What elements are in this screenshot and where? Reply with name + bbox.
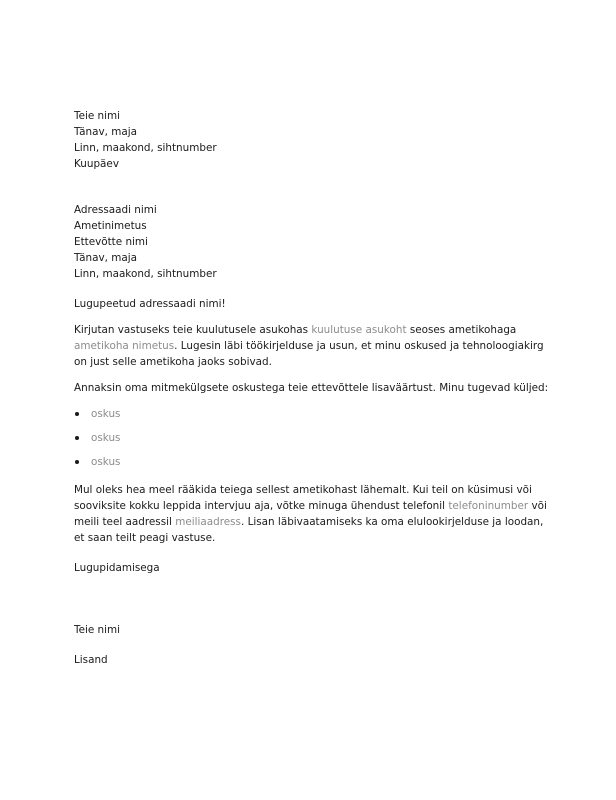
- skill-item: [74, 454, 552, 478]
- bullet-icon: [75, 412, 79, 416]
- paragraph-1-text-a: Kirjutan vastuseks teie kuulutusele asukohas: [74, 324, 312, 336]
- enclosure: Lisand: [74, 654, 108, 666]
- skill-text: oskus: [91, 408, 121, 420]
- paragraph-2: Annaksin oma mitmekülgsete oskustega teie ettevõttele lisaväärtust. Minu tugevad küljed:: [74, 382, 549, 394]
- skill-text: oskus: [91, 432, 121, 444]
- closing: Lugupidamisega: [74, 562, 160, 574]
- recipient-street: Tänav, maja: [74, 252, 137, 264]
- skill-item: [74, 406, 552, 430]
- signature-name: Teie nimi: [74, 624, 121, 636]
- sender-street: Tänav, maja: [74, 126, 137, 138]
- paragraph-1: [74, 322, 552, 370]
- paragraph-3-text-c: . Lisan läbivaatamiseks ka oma elulookirjelduse ja loodan, et saan teilt peagi vastuse.: [74, 516, 544, 544]
- sender-city: Linn, maakond, sihtnumber: [74, 142, 217, 154]
- placeholder-email: meiliaadress: [175, 516, 241, 528]
- letter-page: [74, 108, 552, 668]
- skills-list: [74, 406, 552, 478]
- bullet-icon: [75, 460, 79, 464]
- recipient-title: Ametinimetus: [74, 220, 147, 232]
- recipient-company: Ettevõtte nimi: [74, 236, 148, 248]
- salutation: Lugupeetud adressaadi nimi!: [74, 298, 226, 310]
- paragraph-1-text-b: seoses ametikohaga: [406, 324, 517, 336]
- paragraph-3-text-a: Mul oleks hea meel rääkida teiega sellest ametikohast lähemalt. Kui teil on küsimusi või sooviksite kokku leppida intervjuu aja, võtke minuga ühendust telefonil: [74, 484, 532, 512]
- placeholder-phone: telefoninumber: [448, 500, 529, 512]
- bullet-icon: [75, 436, 79, 440]
- recipient-name: Adressaadi nimi: [74, 204, 157, 216]
- recipient-city: Linn, maakond, sihtnumber: [74, 268, 217, 280]
- recipient-address: [74, 202, 552, 282]
- skill-item: [74, 430, 552, 454]
- paragraph-1-text-c: . Lugesin läbi töökirjelduse ja usun, et minu oskused ja tehnoloogiakirg on just selle ametikoha jaoks sobivad.: [74, 340, 544, 368]
- placeholder-position-title: ametikoha nimetus: [74, 340, 175, 352]
- sender-name: Teie nimi: [74, 110, 121, 122]
- skill-text: oskus: [91, 456, 121, 468]
- paragraph-3-text-b: või meili teel aadressil: [74, 500, 547, 528]
- sender-address: [74, 108, 552, 172]
- paragraph-3: [74, 482, 552, 546]
- placeholder-ad-location: kuulutuse asukoht: [311, 324, 407, 336]
- letter-date: Kuupäev: [74, 158, 119, 170]
